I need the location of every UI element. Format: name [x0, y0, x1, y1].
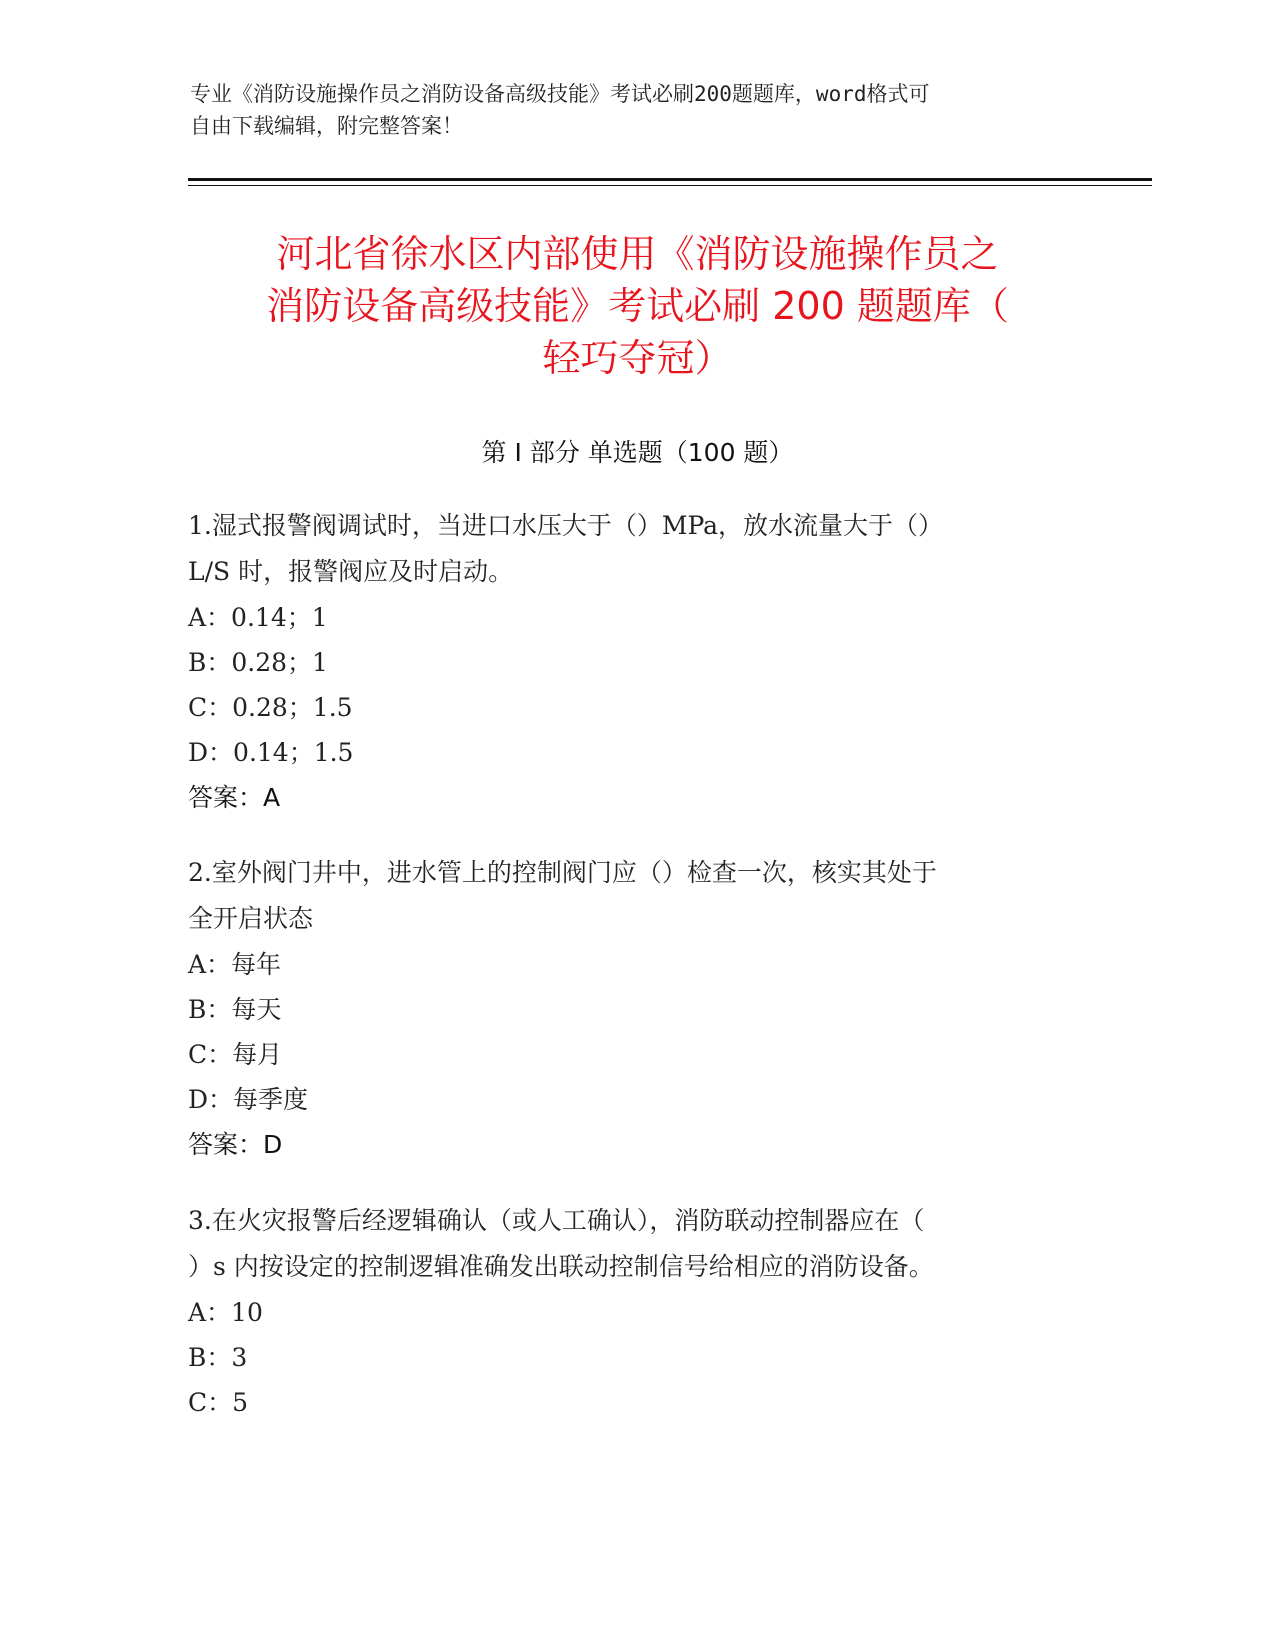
title-line: 轻巧夺冠）: [542, 336, 733, 380]
option-b: B：3: [188, 1343, 248, 1372]
option-d: D：0.14；1.5: [188, 738, 354, 767]
option-c: C：0.28；1.5: [188, 693, 353, 722]
question-stem: [188, 1198, 1068, 1290]
option-a: A：10: [188, 1298, 263, 1327]
question-stem: [188, 503, 1068, 595]
header-note: [190, 78, 1070, 142]
answer: 答案：D: [188, 1130, 283, 1159]
question-stem-line: 2.室外阀门井中，进水管上的控制阀门应（）检查一次，核实其处于: [188, 858, 937, 887]
option-c: C：5: [188, 1388, 249, 1417]
option-b: B：0.28；1: [188, 648, 328, 677]
header-note-line: 专业《消防设施操作员之消防设备高级技能》考试必刷200题题库，word格式可: [190, 82, 930, 106]
answer: 答案：A: [188, 783, 281, 812]
question-stem: [188, 850, 1068, 942]
document-title: [160, 228, 1115, 384]
question-3: [188, 1198, 1068, 1425]
question-stem-line: L/S 时，报警阀应及时启动。: [188, 557, 514, 586]
option-c: C：每月: [188, 1040, 283, 1069]
question-1: [188, 503, 1068, 821]
question-stem-line: 1.湿式报警阀调试时，当进口水压大于（）MPa，放水流量大于（）: [188, 511, 944, 540]
header-divider-thick: [188, 178, 1152, 181]
title-line: 河北省徐水区内部使用《消防设施操作员之: [276, 232, 999, 276]
question-stem-line: 全开启状态: [188, 904, 314, 933]
question-stem-line: ）s 内按设定的控制逻辑准确发出联动控制信号给相应的消防设备。: [188, 1252, 934, 1281]
option-a: A：0.14；1: [188, 603, 328, 632]
section-heading: 第 I 部分 单选题（100 题）: [481, 438, 794, 467]
question-stem-line: 3.在火灾报警后经逻辑确认（或人工确认），消防联动控制器应在（: [188, 1206, 925, 1235]
title-line: 消防设备高级技能》考试必刷 200 题题库（: [266, 284, 1009, 328]
header-note-line: 自由下载编辑，附完整答案！: [190, 114, 463, 138]
option-d: D：每季度: [188, 1085, 309, 1114]
option-a: A：每年: [188, 950, 282, 979]
question-2: [188, 850, 1068, 1168]
option-b: B：每天: [188, 995, 282, 1024]
header-divider-thin: [188, 185, 1152, 186]
